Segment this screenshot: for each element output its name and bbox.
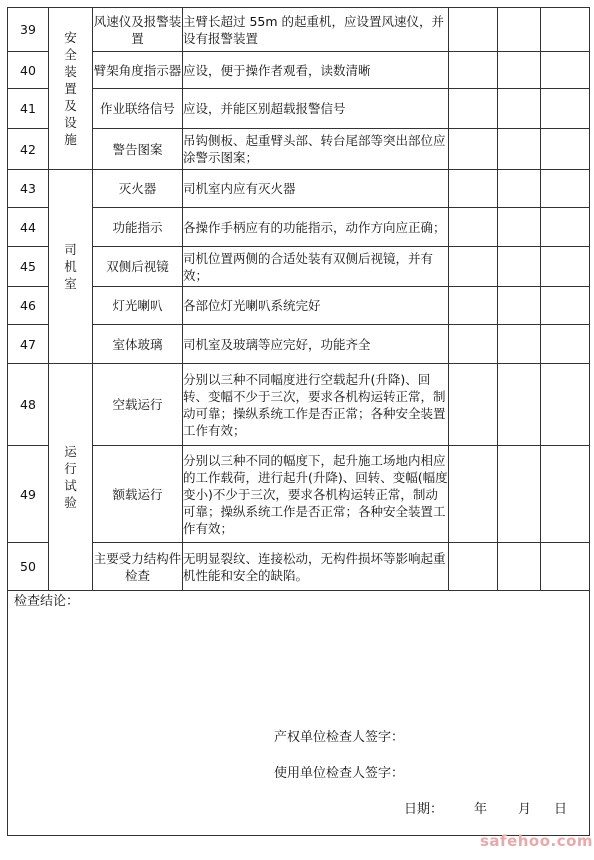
result-cell[interactable] [498, 129, 541, 170]
remark-cell[interactable] [541, 52, 590, 89]
category-safety-devices: 安 全 装 置 及 设 施 [49, 8, 93, 170]
inspection-table [7, 7, 590, 836]
result-cell[interactable] [449, 89, 498, 129]
result-cell[interactable] [498, 364, 541, 446]
item-name: 风速仪及报警装置 [93, 8, 183, 52]
remark-cell[interactable] [541, 170, 590, 208]
row-number: 42 [8, 129, 49, 170]
conclusion-section[interactable] [8, 591, 590, 836]
item-name: 双侧后视镜 [93, 247, 183, 287]
remark-cell[interactable] [541, 446, 590, 543]
result-cell[interactable] [498, 247, 541, 287]
remark-cell[interactable] [541, 287, 590, 325]
item-name: 警告图案 [93, 129, 183, 170]
row-number: 50 [8, 543, 49, 591]
result-cell[interactable] [498, 287, 541, 325]
row-number: 44 [8, 208, 49, 247]
table-row [8, 8, 590, 52]
table-row [8, 208, 590, 247]
result-cell[interactable] [449, 543, 498, 591]
remark-cell[interactable] [541, 129, 590, 170]
remark-cell[interactable] [541, 543, 590, 591]
remark-cell[interactable] [541, 325, 590, 364]
remark-cell[interactable] [541, 89, 590, 129]
item-name: 功能指示 [93, 208, 183, 247]
row-number: 46 [8, 287, 49, 325]
table-row [8, 89, 590, 129]
result-cell[interactable] [449, 287, 498, 325]
item-name: 作业联络信号 [93, 89, 183, 129]
result-cell[interactable] [498, 543, 541, 591]
year-label: 年 [474, 802, 488, 817]
table-row [8, 325, 590, 364]
item-name: 臂架角度指示器 [93, 52, 183, 89]
row-number: 39 [8, 8, 49, 52]
row-number: 43 [8, 170, 49, 208]
remark-cell[interactable] [541, 8, 590, 52]
item-name: 空载运行 [93, 364, 183, 446]
result-cell[interactable] [449, 364, 498, 446]
item-requirement: 无明显裂纹、连接松动，无构件损坏等影响起重机性能和安全的缺陷。 [183, 543, 449, 591]
result-cell[interactable] [498, 8, 541, 52]
month-label: 月 [518, 802, 532, 817]
watermark: safehoo.com [480, 832, 594, 850]
result-cell[interactable] [449, 247, 498, 287]
table-row [8, 364, 590, 446]
item-requirement: 分别以三种不同幅度进行空载起升(升降)、回转、变幅不少于三次，要求各机构运转正常，制动可靠；操纵系统工作是否正常；各种安全装置工作有效； [183, 364, 449, 446]
result-cell[interactable] [449, 446, 498, 543]
result-cell[interactable] [498, 446, 541, 543]
item-requirement: 应设，并能区别超载报警信号 [183, 89, 449, 129]
item-requirement: 主臂长超过 55m 的起重机，应设置风速仪，并设有报警装置 [183, 8, 449, 52]
row-number: 49 [8, 446, 49, 543]
result-cell[interactable] [449, 52, 498, 89]
item-name: 主要受力结构件检查 [93, 543, 183, 591]
day-label: 日 [554, 802, 568, 817]
item-requirement: 应设，便于操作者观看，读数清晰 [183, 52, 449, 89]
item-requirement: 司机室内应有灭火器 [183, 170, 449, 208]
date-label: 日期： [404, 802, 444, 817]
user-signature-label: 使用单位检查人签字： [274, 766, 405, 781]
conclusion-row [8, 591, 590, 836]
item-requirement: 吊钩侧板、起重臂头部、转台尾部等突出部位应涂警示图案； [183, 129, 449, 170]
remark-cell[interactable] [541, 208, 590, 247]
table-row [8, 247, 590, 287]
item-requirement: 分别以三种不同的幅度下，起升施工场地内相应的工作载荷，进行起升(升降)、回转、变幅(幅度变小)不少于三次，要求各机构运转正常，制动可靠；操纵系统工作是否正常；各种安全装置工作有效； [183, 446, 449, 543]
item-requirement: 司机位置两侧的合适处装有双侧后视镜，并有效； [183, 247, 449, 287]
result-cell[interactable] [498, 325, 541, 364]
owner-signature-label: 产权单位检查人签字： [274, 730, 405, 745]
item-name: 灭火器 [93, 170, 183, 208]
category-cab: 司 机 室 [49, 170, 93, 364]
item-name: 灯光喇叭 [93, 287, 183, 325]
row-number: 48 [8, 364, 49, 446]
result-cell[interactable] [449, 8, 498, 52]
table-row [8, 287, 590, 325]
result-cell[interactable] [498, 52, 541, 89]
row-number: 47 [8, 325, 49, 364]
row-number: 41 [8, 89, 49, 129]
table-row [8, 446, 590, 543]
item-requirement: 司机室及玻璃等应完好，功能齐全 [183, 325, 449, 364]
remark-cell[interactable] [541, 364, 590, 446]
table-row [8, 52, 590, 89]
table-row [8, 170, 590, 208]
result-cell[interactable] [498, 208, 541, 247]
table-row [8, 129, 590, 170]
item-name: 室体玻璃 [93, 325, 183, 364]
result-cell[interactable] [449, 170, 498, 208]
category-operation-test: 运 行 试 验 [49, 364, 93, 591]
result-cell[interactable] [449, 208, 498, 247]
table-row [8, 543, 590, 591]
item-name: 额载运行 [93, 446, 183, 543]
result-cell[interactable] [449, 129, 498, 170]
result-cell[interactable] [498, 89, 541, 129]
conclusion-label: 检查结论： [14, 594, 80, 609]
row-number: 40 [8, 52, 49, 89]
date-line [404, 801, 590, 821]
result-cell[interactable] [498, 170, 541, 208]
row-number: 45 [8, 247, 49, 287]
item-requirement: 各部位灯光喇叭系统完好 [183, 287, 449, 325]
remark-cell[interactable] [541, 247, 590, 287]
result-cell[interactable] [449, 325, 498, 364]
item-requirement: 各操作手柄应有的功能指示，动作方向应正确； [183, 208, 449, 247]
